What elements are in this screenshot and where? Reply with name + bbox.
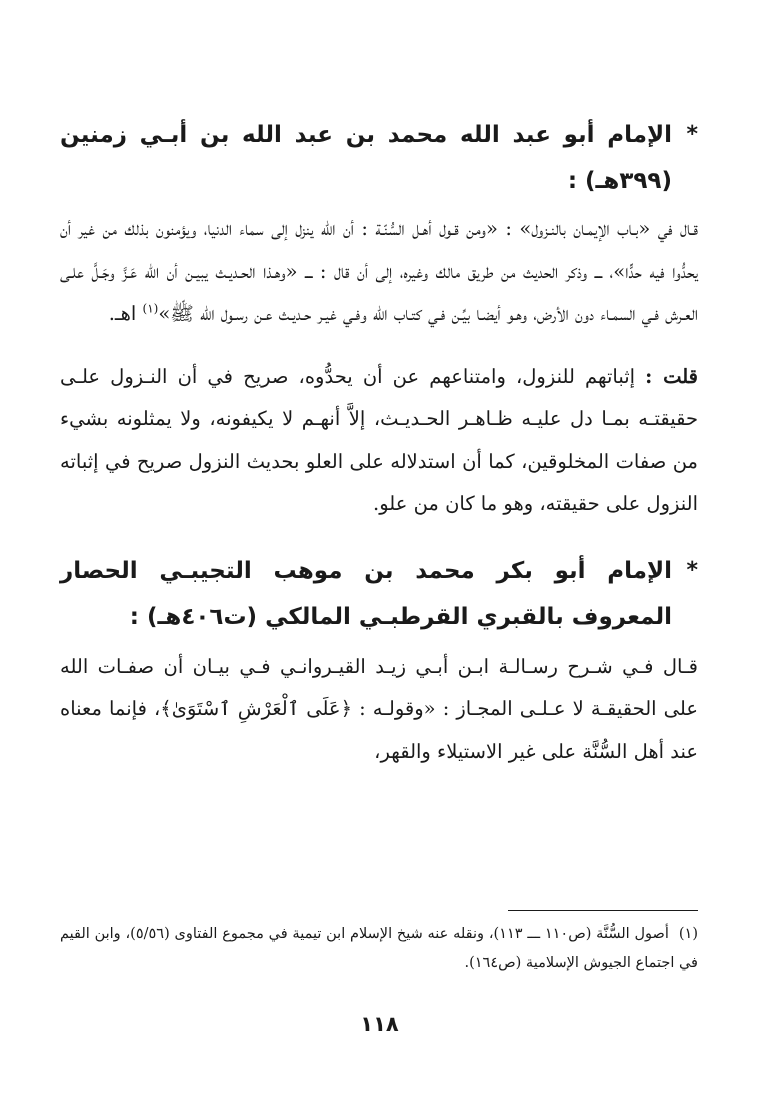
page-number: ١١٨: [360, 1012, 399, 1036]
footnote-divider: [508, 910, 698, 911]
footnote-number: (١): [678, 926, 698, 942]
asterisk-bullet-icon: *: [686, 122, 698, 147]
footnote: [60, 920, 698, 978]
quotation-text: قـال في «بـاب الإيمـان بالنـزول» : «ومن قـول أهـل السُّنّـة : أن الله ينزل إلى سماء الدنيا، ويؤمنون بذلك من غير أن يحدُّوا فيه حدًّا»، ـــ وذكر الحديث من طريق مالك وغيره، إلى أن قال : ـــ «وهـذا الحـديـث يبيـن أن الله عَـزَّ وجَـلَّ علـى العـرش فـي السمـاء دون الأرض، وهـو أيضـا بيِّـن فـي كتـاب الله وفـي غيـر حـديـث عـن رسـول الله ﷺ»: [60, 217, 698, 325]
quotation-text: قـال فـي شـرح رسـالـة ابـن أبـي زيـد القيـروانـي فـي بيـان أن صفـات الله على الحقيقـة لا عـلـى المجـاز : «وقولـه : ﴿عَلَى ٱلْعَرْشِ ٱسْتَوَىٰ﴾، فإنما معناه عند أهل السُّنَّة على غير الاستيلاء والقهر،: [60, 654, 698, 763]
commentary-label: قلت :: [645, 364, 698, 388]
quotation-ending: اهـ.: [108, 302, 143, 325]
section-heading-al-qabri: [60, 548, 698, 640]
commentary-text: إثباتهم للنزول، وامتناعهم عن أن يحدُّوه، صريح في أن النـزول علـى حقيقتـه بمـا دل عليـه ظـاهـر الحـديـث، إلاَّ أنهـم لا يكيفونه، ولا يمثلونه بشيء من صفات المخلوقين، كما أن استدلاله على العلو بحديث النزول صريح في إثباته النزول على حقيقته، وهو ما كان من علو.: [60, 364, 698, 515]
quotation-paragraph: [60, 208, 698, 336]
heading-text: الإمام أبو بكر محمد بن موهب التجيبـي الحصار المعروف بالقبري القرطبـي المالكي (ت٤٠٦هـ) :: [60, 557, 672, 630]
quotation-paragraph: [60, 646, 698, 774]
asterisk-bullet-icon: *: [686, 557, 698, 583]
footnote-reference[interactable]: (١): [142, 301, 159, 316]
page-body: [60, 108, 698, 773]
commentary-paragraph: [60, 356, 698, 526]
section-heading-ibn-abi-zamanin: [60, 112, 698, 204]
footnote-text: أصول السُّنَّة (ص١١٠ ـــ ١١٣)، ونقله عنه شيخ الإسلام ابن تيمية في مجموع الفتاوى (٥/٥٦)، وابن القيم في اجتماع الجيوش الإسلامية (ص١٦٤).: [60, 926, 698, 971]
heading-text: الإمام أبو عبد الله محمد بن عبد الله بن أبـي زمنين (٣٩٩هـ) :: [60, 122, 672, 194]
